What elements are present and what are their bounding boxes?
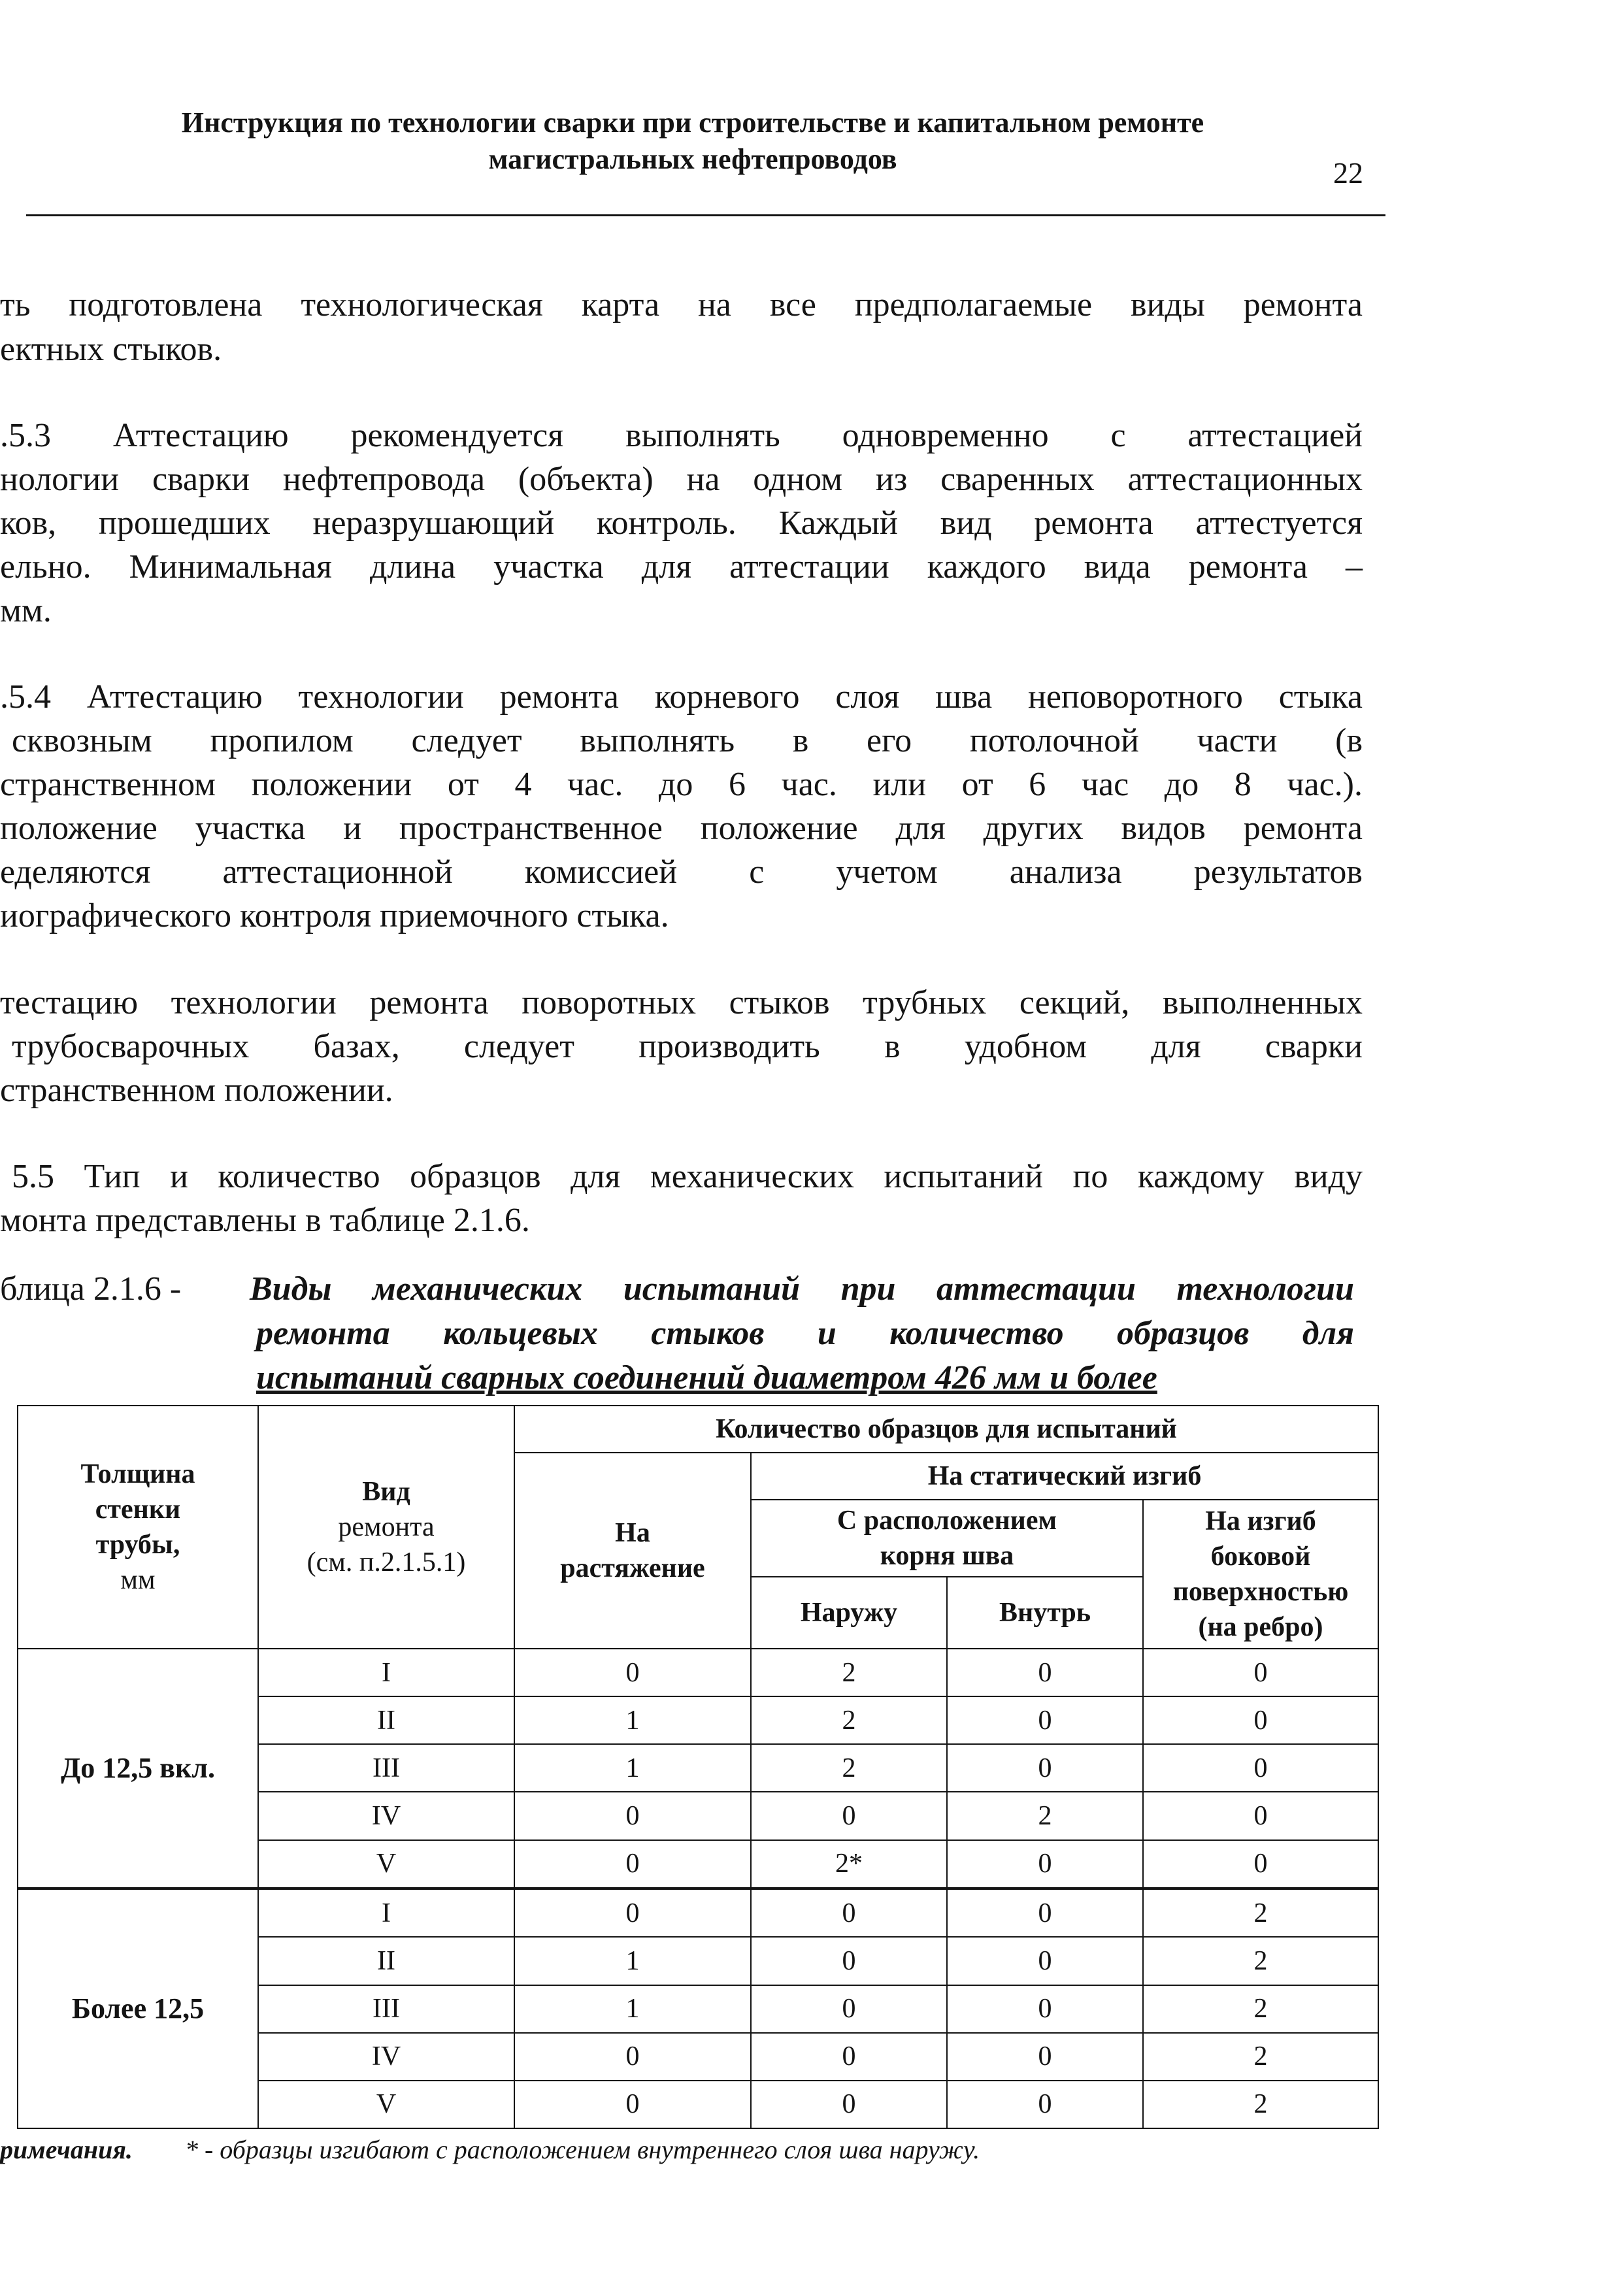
side-bend-cell: 2: [1143, 1985, 1378, 2033]
outward-cell: 0: [751, 1937, 947, 1985]
inward-cell: 0: [947, 1696, 1143, 1744]
tension-cell: 0: [514, 1889, 751, 1937]
inward-cell: 0: [947, 2081, 1143, 2128]
caption-label: блица 2.1.6 -: [0, 1270, 182, 1308]
page-number: 22: [1333, 156, 1363, 190]
tension-cell: 1: [514, 1696, 751, 1744]
repair-type-cell: III: [258, 1985, 514, 2033]
header-rule: [26, 214, 1385, 216]
table-note: [0, 2132, 980, 2168]
thickness-group: Более 12,5: [18, 1889, 258, 2128]
specimens-table: [17, 1405, 1379, 2129]
inward-cell: 0: [947, 1985, 1143, 2033]
inward-cell: 2: [947, 1792, 1143, 1839]
text-line: сквозным пропилом следует выполнять в его потолочной части (в: [12, 722, 1363, 759]
header-repair-type: Вид ремонта (см. п.2.1.5.1): [258, 1406, 514, 1649]
tension-cell: 0: [514, 1840, 751, 1889]
header-root-position: С расположением корня шва: [751, 1500, 1143, 1577]
header-line-1: Инструкция по технологии сварки при строительстве и капитальном ремонте: [181, 107, 1204, 139]
repair-type-cell: III: [258, 1744, 514, 1792]
caption-line: испытаний сварных соединений диаметром 426 мм и более: [256, 1359, 1157, 1396]
outward-cell: 2: [751, 1696, 947, 1744]
text-line: ельно. Минимальная длина участка для аттестации каждого вида ремонта –: [0, 548, 1363, 586]
running-header: [78, 105, 1307, 178]
outward-cell: 0: [751, 2081, 947, 2128]
repair-type-cell: IV: [258, 1792, 514, 1839]
caption-line: Виды механических испытаний при аттестации технологии: [250, 1270, 1354, 1308]
text-line: 5.5 Тип и количество образцов для механических испытаний по каждому виду: [12, 1158, 1363, 1195]
outward-cell: 0: [751, 2033, 947, 2081]
header-inward: Внутрь: [947, 1577, 1143, 1649]
repair-type-cell: V: [258, 1840, 514, 1889]
outward-cell: 2: [751, 1744, 947, 1792]
note-text: * - образцы изгибают с расположением внутреннего слоя шва наружу.: [184, 2135, 980, 2164]
side-bend-cell: 2: [1143, 2033, 1378, 2081]
text-line: ков, прошедших неразрушающий контроль. Каждый вид ремонта аттестуется: [0, 504, 1363, 542]
outward-cell: 0: [751, 1792, 947, 1839]
thickness-group: До 12,5 вкл.: [18, 1649, 258, 1889]
note-label: римечания.: [0, 2135, 133, 2164]
text-line: ть подготовлена технологическая карта на все предполагаемые виды ремонта: [0, 286, 1363, 323]
header-side-bend: На изгиб боковой поверхностью (на ребро): [1143, 1500, 1378, 1649]
tension-cell: 1: [514, 1937, 751, 1985]
inward-cell: 0: [947, 1937, 1143, 1985]
side-bend-cell: 2: [1143, 1937, 1378, 1985]
text-line: .5.3 Аттестацию рекомендуется выполнять одновременно с аттестацией: [0, 417, 1363, 454]
text-line: положение участка и пространственное положение для других видов ремонта: [0, 810, 1363, 847]
header-line-2: магистральных нефтепроводов: [488, 143, 897, 175]
tension-cell: 0: [514, 2033, 751, 2081]
repair-type-cell: I: [258, 1889, 514, 1937]
repair-type-cell: II: [258, 1696, 514, 1744]
repair-type-cell: I: [258, 1649, 514, 1696]
inward-cell: 0: [947, 1744, 1143, 1792]
header-specimen-count: Количество образцов для испытаний: [514, 1406, 1378, 1453]
outward-cell: 2: [751, 1649, 947, 1696]
inward-cell: 0: [947, 1649, 1143, 1696]
repair-type-cell: IV: [258, 2033, 514, 2081]
text-line: нологии сварки нефтепровода (объекта) на одном из сваренных аттестационных: [0, 461, 1363, 498]
inward-cell: 0: [947, 2033, 1143, 2081]
text-line: монта представлены в таблице 2.1.6.: [0, 1202, 530, 1239]
side-bend-cell: 0: [1143, 1696, 1378, 1744]
side-bend-cell: 0: [1143, 1840, 1378, 1889]
tension-cell: 0: [514, 2081, 751, 2128]
caption-line: ремонта кольцевых стыков и количество образцов для: [256, 1315, 1354, 1352]
side-bend-cell: 0: [1143, 1649, 1378, 1696]
header-outward: Наружу: [751, 1577, 947, 1649]
text-line: мм.: [0, 592, 52, 629]
text-line: .5.4 Аттестацию технологии ремонта корневого слоя шва неповоротного стыка: [0, 678, 1363, 716]
text-line: тестацию технологии ремонта поворотных стыков трубных секций, выполненных: [0, 984, 1363, 1021]
header-thickness: Толщина стенки трубы, мм: [18, 1406, 258, 1649]
text-line: странственном положении от 4 час. до 6 час. или от 6 час до 8 час.).: [0, 766, 1363, 803]
outward-cell: 0: [751, 1985, 947, 2033]
repair-type-cell: V: [258, 2081, 514, 2128]
text-line: трубосварочных базах, следует производить в удобном для сварки: [12, 1028, 1363, 1065]
outward-cell: 2*: [751, 1840, 947, 1889]
tension-cell: 1: [514, 1744, 751, 1792]
side-bend-cell: 0: [1143, 1744, 1378, 1792]
inward-cell: 0: [947, 1840, 1143, 1889]
header-static-bend: На статический изгиб: [751, 1453, 1378, 1500]
tension-cell: 0: [514, 1649, 751, 1696]
repair-type-cell: II: [258, 1937, 514, 1985]
outward-cell: 0: [751, 1889, 947, 1937]
tension-cell: 1: [514, 1985, 751, 2033]
inward-cell: 0: [947, 1889, 1143, 1937]
tension-cell: 0: [514, 1792, 751, 1839]
side-bend-cell: 2: [1143, 1889, 1378, 1937]
header-tension: На растяжение: [514, 1453, 751, 1649]
text-line: ектных стыков.: [0, 331, 222, 368]
side-bend-cell: 2: [1143, 2081, 1378, 2128]
text-line: странственном положении.: [0, 1072, 393, 1109]
text-line: еделяются аттестационной комиссией с учетом анализа результатов: [0, 853, 1363, 891]
text-line: иографического контроля приемочного стыка.: [0, 897, 669, 934]
side-bend-cell: 0: [1143, 1792, 1378, 1839]
